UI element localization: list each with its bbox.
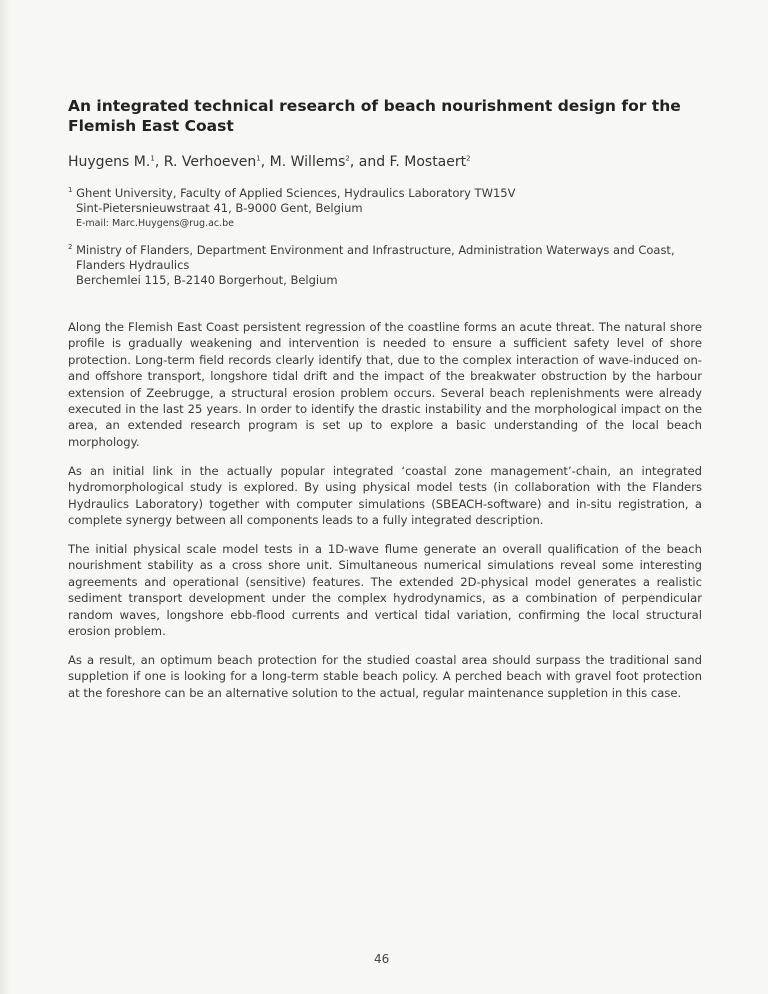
paper-title: An integrated technical research of beach nourishment design for the Flemish East Coast xyxy=(68,97,681,135)
affiliation-line xyxy=(68,243,708,258)
author-name: , M. Willems xyxy=(260,154,346,170)
author-name: , R. Verhoeven xyxy=(154,154,257,170)
affiliation-marker: 2 xyxy=(68,243,73,252)
affiliation-department: Flanders Hydraulics xyxy=(76,258,190,272)
abstract-paragraph-2: As an initial link in the actually popular integrated ‘coastal zone management’-chain, an integrated hydromorphological study is explored. By using physical model tests (in collaboration with the Flanders Hydraulics Laboratory) together with computer simulations (SBEACH-software) and in-situ registration, a complete synergy between all components leads to a fully integrated description. xyxy=(68,464,702,528)
abstract-paragraph-4: As a result, an optimum beach protection for the studied coastal area should surpass the traditional sand suppletion if one is looking for a long-term stable beach policy. A perched beach with gravel foot protection at the foreshore can be an alternative solution to the actual, regular maintenance suppletion in this case. xyxy=(68,653,702,700)
author-name: , and F. Mostaert xyxy=(349,154,467,170)
author-list xyxy=(68,153,688,171)
author-name: Huygens M. xyxy=(68,154,151,170)
affiliation-institution: Ministry of Flanders, Department Environment and Infrastructure, Administration Waterways and Coast, xyxy=(76,243,675,257)
author-affiliation-marker: 2 xyxy=(345,154,350,163)
affiliation-1 xyxy=(68,186,708,231)
scan-edge-shadow xyxy=(0,0,10,994)
affiliation-line xyxy=(68,186,708,201)
affiliation-institution: Ghent University, Faculty of Applied Sciences, Hydraulics Laboratory TW15V xyxy=(76,186,516,200)
affiliation-address: Sint-Pietersnieuwstraat 41, B-9000 Gent, Belgium xyxy=(76,201,363,215)
author-affiliation-marker: 2 xyxy=(466,154,471,163)
affiliation-2 xyxy=(68,243,708,288)
affiliation-email: E-mail: Marc.Huygens@rug.ac.be xyxy=(76,218,235,229)
affiliation-address: Berchemlei 115, B-2140 Borgerhout, Belgium xyxy=(76,273,338,287)
abstract-paragraph-1: Along the Flemish East Coast persistent regression of the coastline forms an acute threat. The natural shore profile is gradually weakening and intervention is needed to ensure a sufficient safety level of shore protection. Long-term field records clearly identify that, due to the complex interaction of wave-induced on- and offshore transport, longshore tidal drift and the impact of the breakwater obstruction by the harbour extension of Zeebrugge, a structural erosion problem occurs. Several beach replenishments were already executed in the last 25 years. In order to identify the drastic instability and the morphological impact on the area, an extended research program is set up to explore a basic understanding of the local beach morphology. xyxy=(68,320,702,449)
page-number: 46 xyxy=(374,952,390,966)
author-affiliation-marker: 1 xyxy=(150,154,155,163)
author-affiliation-marker: 1 xyxy=(256,154,261,163)
abstract-paragraph-3: The initial physical scale model tests in a 1D-wave flume generate an overall qualification of the beach nourishment stability as a cross shore unit. Simultaneous numerical simulations reveal some interesting agreements and operational (sensitive) features. The extended 2D-physical model generates a realistic sediment transport development under the complex hydrodynamics, as a combination of perpendicular random waves, longshore ebb-flood currents and vertical tidal variation, confirming the local structural erosion problem. xyxy=(68,542,702,639)
affiliation-marker: 1 xyxy=(68,186,73,195)
